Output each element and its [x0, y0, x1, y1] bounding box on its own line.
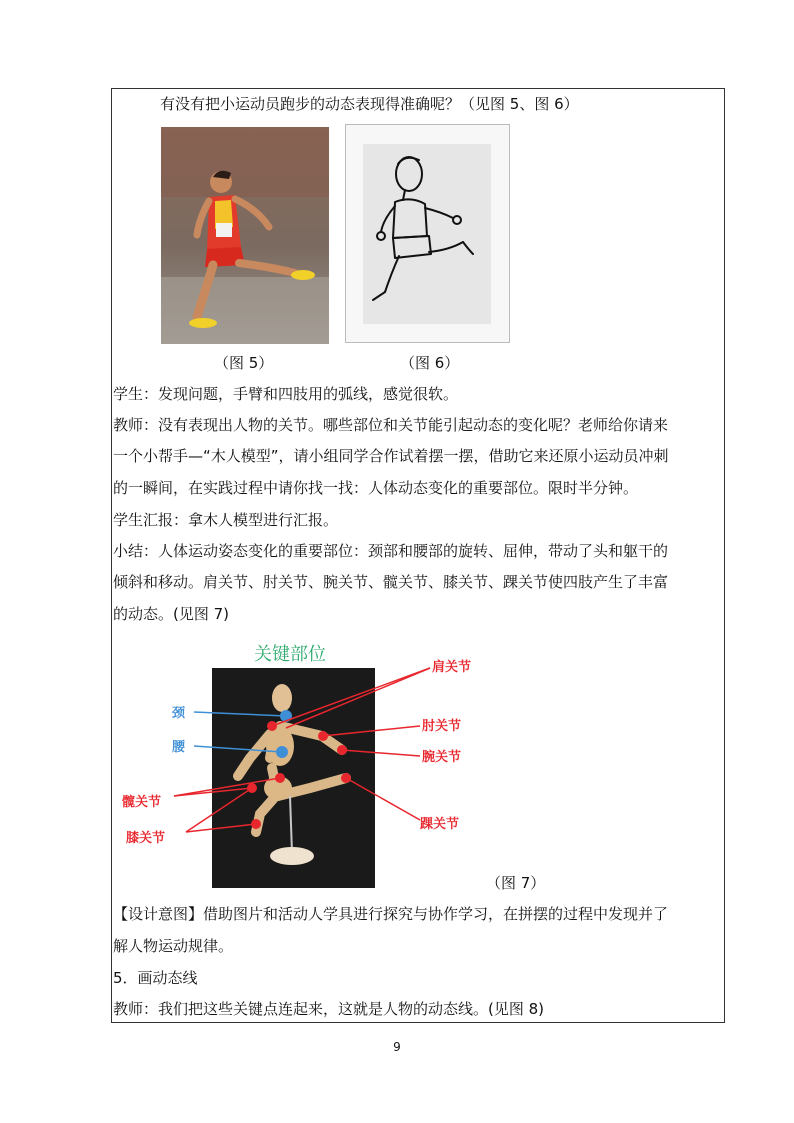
figure6-caption: （图 6） [400, 354, 460, 372]
summary-line-1: 小结：人体运动姿态变化的重要部位：颈部和腰部的旋转、屈伸，带动了头和躯干的 [113, 542, 669, 560]
runner-sketch [345, 124, 510, 343]
label-ankle: 踝关节 [420, 817, 460, 832]
label-wrist: 腕关节 [422, 750, 462, 765]
label-elbow: 肘关节 [422, 719, 462, 734]
student-report: 学生汇报：拿木人模型进行汇报。 [113, 511, 339, 529]
teacher-line-2: 一个小帮手—“木人模型”，请小组同学合作试着摆一摆，借助它来还原小运动员冲刺 [113, 447, 669, 465]
figure7-title: 关键部位 [254, 644, 326, 665]
label-neck: 颈 [172, 706, 186, 721]
design-intent-line-2: 解人物运动规律。 [113, 937, 234, 955]
label-knee: 膝关节 [126, 831, 166, 846]
summary-line-3: 的动态。(见图 7) [113, 605, 230, 623]
design-intent-line-1: 【设计意图】借助图片和活动人学具进行探究与协作学习，在拼摆的过程中发现并了 [113, 905, 669, 923]
figure7-caption: （图 7） [486, 874, 546, 892]
label-shoulder: 肩关节 [432, 660, 472, 675]
teacher-line-3: 的一瞬间，在实践过程中请你找一找：人体动态变化的重要部位。限时半分钟。 [113, 479, 639, 497]
key-parts-figure [110, 638, 490, 890]
teacher-line-1: 教师：没有表现出人物的关节。哪些部位和关节能引起动态的变化呢？老师给你请来 [113, 416, 669, 434]
section-heading: 5．画动态线 [113, 969, 198, 987]
page-number: 9 [393, 1040, 401, 1054]
label-waist: 腰 [172, 740, 186, 755]
label-hip: 髋关节 [122, 795, 162, 810]
student-response: 学生：发现问题，手臂和四肢用的弧线，感觉很软。 [113, 385, 459, 403]
intro-question: 有没有把小运动员跑步的动态表现得准确呢？（见图 5、图 6） [160, 95, 579, 113]
runner-photo [161, 127, 329, 344]
figure5-caption: （图 5） [214, 354, 274, 372]
teacher-line-final: 教师：我们把这些关键点连起来，这就是人物的动态线。(见图 8) [113, 1000, 545, 1018]
summary-line-2: 倾斜和移动。肩关节、肘关节、腕关节、髋关节、膝关节、踝关节使四肢产生了丰富 [113, 573, 669, 591]
